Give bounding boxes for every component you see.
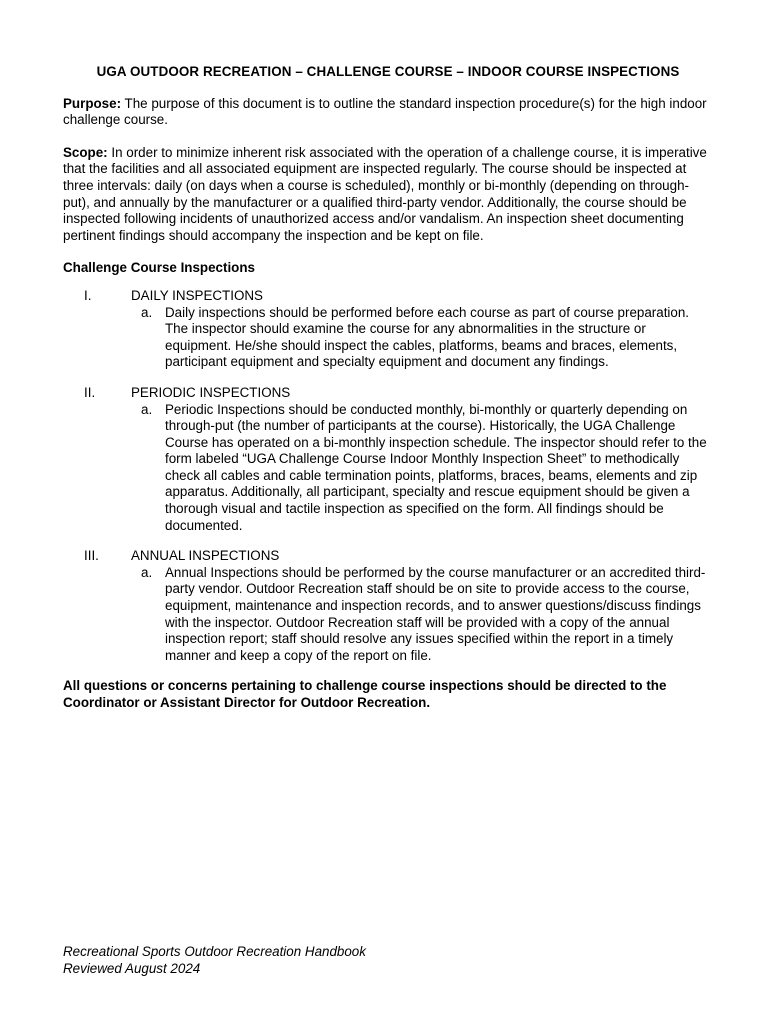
section-heading: Challenge Course Inspections	[63, 260, 255, 276]
inspection-item	[141, 304, 713, 371]
inspection-number: II.	[84, 384, 96, 400]
purpose-label: Purpose:	[63, 95, 122, 111]
footer-handbook: Recreational Sports Outdoor Recreation Handbook	[63, 944, 366, 959]
page-footer	[63, 943, 366, 977]
inspection-number: III.	[84, 548, 99, 564]
document-body	[63, 64, 713, 712]
item-text: Annual Inspections should be performed by the course manufacturer or an accredited third-party vendor. Outdoor Recreation staff should be on site to provide access to the course, equipment, maintenance and inspection records, and to answer questions/discuss findings with the inspector. Outdoor Recreation staff will be provided with a copy of the annual inspection report; staff should resolve any issues specified within the report in a timely manner and keep a copy of the report on file.	[165, 564, 706, 663]
scope-paragraph	[63, 145, 713, 245]
document-title: UGA OUTDOOR RECREATION – CHALLENGE COURSE – INDOOR COURSE INSPECTIONS	[96, 64, 680, 79]
inspection-periodic	[63, 385, 713, 534]
inspection-daily	[63, 288, 713, 371]
inspection-heading: PERIODIC INSPECTIONS	[131, 384, 291, 400]
inspection-item	[141, 564, 713, 665]
inspection-number: I.	[84, 287, 92, 303]
scope-text: In order to minimize inherent risk associated with the operation of a challenge course, it is imperative that the facilities and all associated equipment are inspected regularly. The course should be inspected at three intervals: daily (on days when a course is scheduled), monthly or bi-monthly (depending on through-put), and annually by the manufacturer or a qualified third-party vendor. Additionally, the course should be inspected following incidents of unauthorized access and/or vandalism. An inspection sheet documenting pertinent findings should accompany the inspection and be kept on file.	[63, 144, 707, 243]
closing-statement: All questions or concerns pertaining to challenge course inspections should be directed to the Coordinator or Assistant Director for Outdoor Recreation.	[63, 678, 667, 710]
item-letter: a.	[141, 564, 153, 580]
footer-reviewed-date: Reviewed August 2024	[63, 961, 201, 976]
purpose-text: The purpose of this document is to outline the standard inspection procedure(s) for the high indoor challenge course.	[63, 95, 707, 128]
inspection-item	[141, 401, 713, 535]
item-text: Daily inspections should be performed before each course as part of course preparation. The inspector should examine the course for any abnormalities in the structure or equipment. He/she should inspect the cables, platforms, beams and braces, elements, participant equipment and specialty equipment and document any findings.	[165, 304, 690, 370]
purpose-paragraph	[63, 96, 713, 129]
scope-label: Scope:	[63, 144, 108, 160]
item-letter: a.	[141, 401, 153, 417]
item-letter: a.	[141, 304, 153, 320]
inspection-heading: ANNUAL INSPECTIONS	[131, 548, 280, 564]
inspection-heading: DAILY INSPECTIONS	[131, 287, 263, 303]
inspection-annual	[63, 548, 713, 664]
item-text: Periodic Inspections should be conducted monthly, bi-monthly or quarterly depending on through-put (the number of participants at the course). Historically, the UGA Challenge Course has operated on a bi-monthly inspection schedule. The inspector should refer to the form labeled “UGA Challenge Course Indoor Monthly Inspection Sheet” to methodically check all cables and cable termination points, platforms, braces, beams, elements and zip apparatus. Additionally, all participant, specialty and rescue equipment should be given a thorough visual and tactile inspection as specified on the form. All findings should be documented.	[165, 401, 707, 533]
